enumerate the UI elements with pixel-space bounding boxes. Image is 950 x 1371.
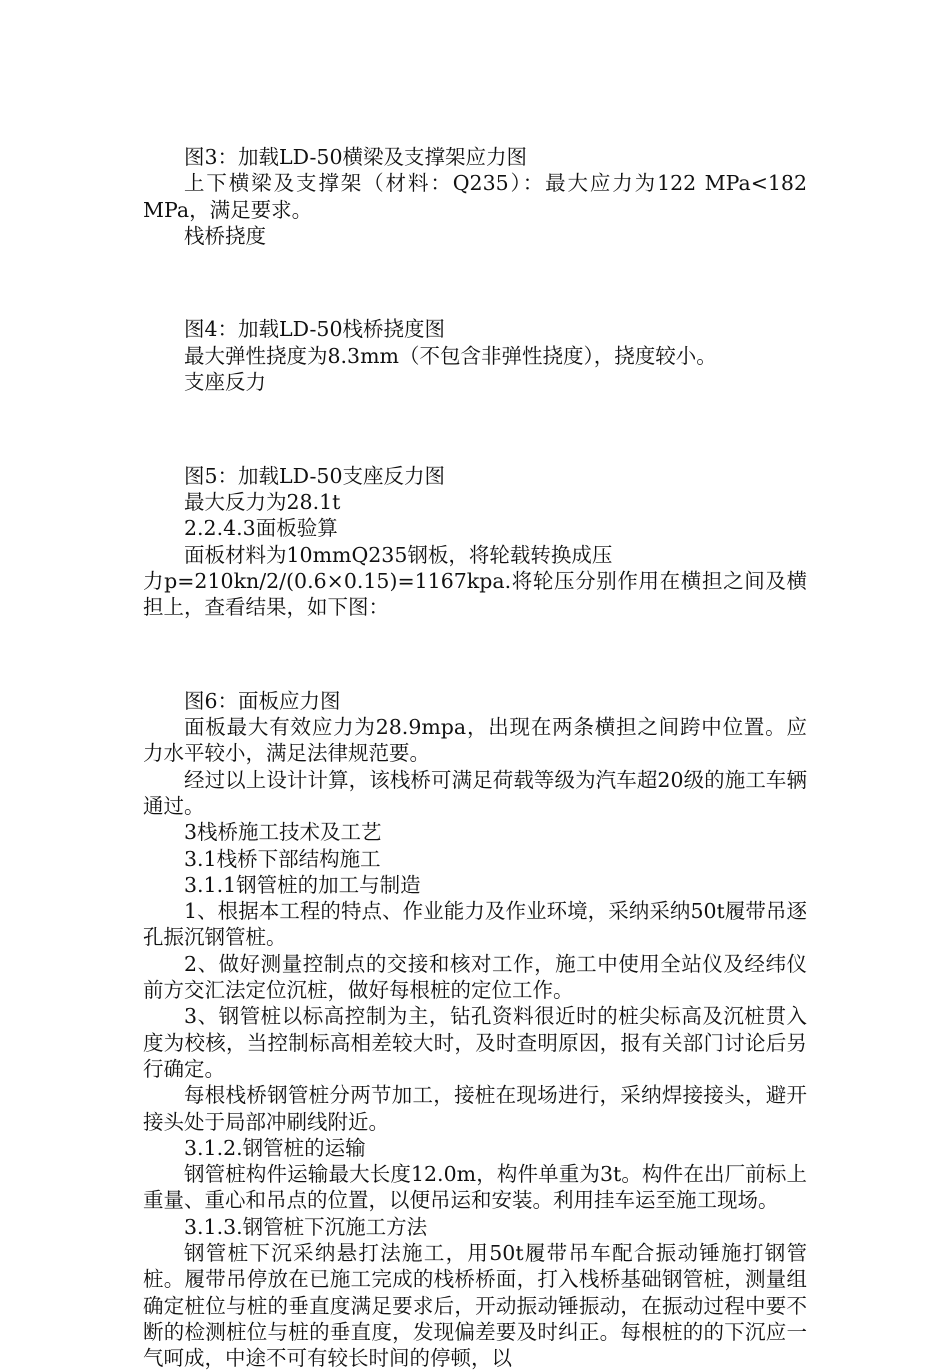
paragraph: 上下横梁及支撑架（材料：Q235）：最大应力为122 MPa<182 MPa，满足要求。 <box>143 171 807 222</box>
paragraph: 最大反力为28.1t <box>184 489 341 514</box>
paragraph: 3.1.3.钢管桩下沉施工方法 <box>184 1214 428 1239</box>
document-page <box>143 144 807 1371</box>
paragraph: 面板最大有效应力为28.9mpa，出现在两条横担之间跨中位置。应力水平较小，满足法律规范要。 <box>143 715 807 766</box>
paragraph: 每根栈桥钢管桩分两节加工，接桩在现场进行，采纳焊接接头，避开接头处于局部冲刷线附近。 <box>143 1083 807 1134</box>
paragraph: 3.1.1钢管桩的加工与制造 <box>184 872 421 897</box>
paragraph: 面板材料为10mmQ235钢板，将轮载转换成压 <box>184 542 613 567</box>
blank-line <box>143 641 807 667</box>
blank-line <box>143 270 807 296</box>
paragraph: 1、根据本工程的特点、作业能力及作业环境，采纳采纳50t履带吊逐孔振沉钢管桩。 <box>143 899 807 950</box>
paragraph: 3、钢管桩以标高控制为主，钻孔资料很近时的桩尖标高及沉桩贯入度为校核，当控制标高相差较大时，及时查明原因，报有关部门讨论后另行确定。 <box>143 1004 807 1081</box>
paragraph: 最大弹性挠度为8.3mm（不包含非弹性挠度），挠度较小。 <box>184 343 717 368</box>
paragraph: 2、做好测量控制点的交接和核对工作，施工中使用全站仪及经纬仪前方交汇法定位沉桩，做好每根桩的定位工作。 <box>143 951 807 1003</box>
paragraph: 图6：面板应力图 <box>184 688 341 713</box>
paragraph: 2.2.4.3面板验算 <box>184 516 338 541</box>
paragraph: 力p=210kn/2/(0.6×0.15)=1167kpa.将轮压分别作用在横担之间及横担上，查看结果，如下图： <box>143 568 807 620</box>
paragraph: 3.1栈桥下部结构施工 <box>184 846 381 871</box>
paragraph: 3栈桥施工技术及工艺 <box>184 820 382 845</box>
paragraph: 图4：加载LD-50栈桥挠度图 <box>184 317 445 342</box>
paragraph: 钢管桩下沉采纳悬打法施工，用50t履带吊车配合振动锤施打钢管桩。履带吊停放在已施工完成的栈桥桥面，打入栈桥基础钢管桩，测量组确定桩位与桩的垂直度满足要求后，开动振动锤振动，在振动过程中要不断的检测桩位与桩的垂直度，发现偏差要及时纠正。每根桩的的下沉应一气呵成，中途不可有较长时间的停顿，以 <box>143 1240 807 1371</box>
paragraph: 图5：加载LD-50支座反力图 <box>184 463 445 488</box>
paragraph: 经过以上设计计算，该栈桥可满足荷载等级为汽车超20级的施工车辆通过。 <box>143 767 807 818</box>
paragraph: 支座反力 <box>184 370 266 395</box>
paragraph: 钢管桩构件运输最大长度12.0m，构件单重为3t。构件在出厂前标上重量、重心和吊点的位置，以便吊运和安装。利用挂车运至施工现场。 <box>143 1162 807 1213</box>
blank-line <box>143 416 807 442</box>
paragraph: 图3：加载LD-50横梁及支撑架应力图 <box>184 145 527 169</box>
paragraph: 3.1.2.钢管桩的运输 <box>184 1135 366 1160</box>
paragraph: 栈桥挠度 <box>184 223 266 248</box>
